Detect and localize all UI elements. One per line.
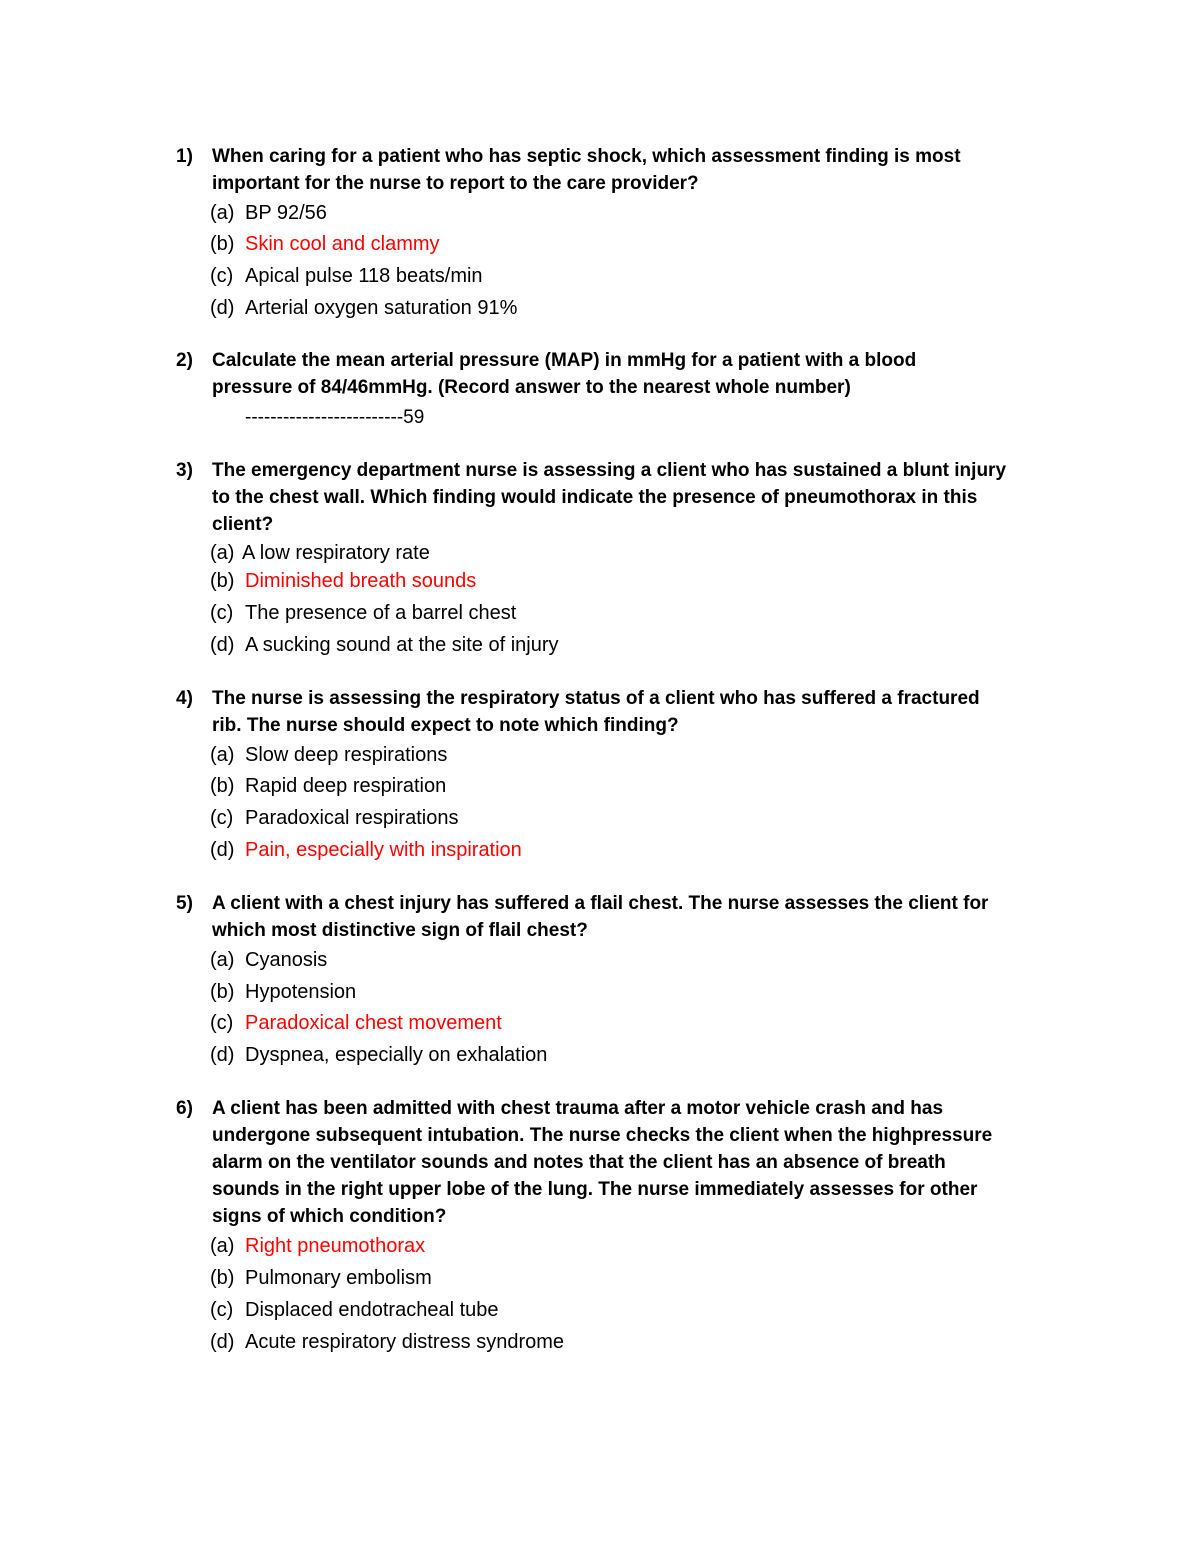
option-label: (b) <box>210 775 235 797</box>
question-text: A client has been admitted with chest trauma after a motor vehicle crash and has <box>212 1098 944 1119</box>
option-label: (b) <box>210 1267 235 1289</box>
question-number: 3) <box>176 460 193 481</box>
option-label: (c) <box>210 807 234 829</box>
option-label: (a) <box>210 1235 235 1257</box>
option-text-correct: Skin cool and clammy <box>245 233 440 255</box>
question-number: 4) <box>176 688 193 709</box>
question-text: which most distinctive sign of flail chest? <box>212 920 588 941</box>
answer-line: -------------------------59 <box>245 407 425 428</box>
question-text: When caring for a patient who has septic shock, which assessment finding is most <box>212 146 961 167</box>
option-label: (b) <box>210 233 235 255</box>
option-label: (a) <box>210 202 235 224</box>
option-text: Acute respiratory distress syndrome <box>245 1331 565 1353</box>
question-text: The emergency department nurse is assessing a client who has sustained a blunt injury <box>212 460 1007 481</box>
option-label: (d) <box>210 634 235 656</box>
option-text: BP 92/56 <box>245 202 327 224</box>
option-text: Hypotension <box>245 981 357 1003</box>
option-text: A sucking sound at the site of injury <box>245 634 559 656</box>
option-label: (c) <box>210 602 234 624</box>
option-label: (d) <box>210 1331 235 1353</box>
question-text: client? <box>212 514 274 535</box>
option-label: (b) <box>210 570 235 592</box>
question-text: undergone subsequent intubation. The nurse checks the client when the highpressure <box>212 1125 993 1146</box>
option-text: The presence of a barrel chest <box>245 602 517 624</box>
option-text: Arterial oxygen saturation 91% <box>245 297 518 319</box>
option-text-correct: Diminished breath sounds <box>245 570 477 592</box>
question-text: pressure of 84/46mmHg. (Record answer to the nearest whole number) <box>212 377 851 398</box>
option-text: Apical pulse 118 beats/min <box>245 265 483 287</box>
option-text-correct: Pain, especially with inspiration <box>245 839 522 861</box>
question-text: signs of which condition? <box>212 1206 447 1227</box>
question-number: 2) <box>176 350 193 371</box>
question-text: to the chest wall. Which finding would indicate the presence of pneumothorax in this <box>212 487 978 508</box>
option-label: (d) <box>210 1044 235 1066</box>
option-label: (a) <box>210 949 235 971</box>
question-number: 6) <box>176 1098 193 1119</box>
question-text: The nurse is assessing the respiratory status of a client who has suffered a fractured <box>212 688 980 709</box>
question-number: 1) <box>176 146 193 167</box>
option-label: (c) <box>210 265 234 287</box>
option-label: (d) <box>210 297 235 319</box>
question-number: 5) <box>176 893 193 914</box>
option-label: (c) <box>210 1299 234 1321</box>
option-text: Pulmonary embolism <box>245 1267 432 1289</box>
option-label: (a) <box>210 744 235 766</box>
question-text: A client with a chest injury has suffered a flail chest. The nurse assesses the client for <box>212 893 989 914</box>
option-label: (b) <box>210 981 235 1003</box>
question-text: rib. The nurse should expect to note which finding? <box>212 715 679 736</box>
option-text: Displaced endotracheal tube <box>245 1299 499 1321</box>
option-text: Rapid deep respiration <box>245 775 447 797</box>
option-text: Cyanosis <box>245 949 328 971</box>
option-label: (c) <box>210 1012 234 1034</box>
question-text: Calculate the mean arterial pressure (MAP) in mmHg for a patient with a blood <box>212 350 917 371</box>
option-text-correct: Paradoxical chest movement <box>245 1012 502 1034</box>
option-text: Paradoxical respirations <box>245 807 459 829</box>
option-text: Dyspnea, especially on exhalation <box>245 1044 548 1066</box>
option-text-correct: Right pneumothorax <box>245 1235 426 1257</box>
question-text: alarm on the ventilator sounds and notes that the client has an absence of breath <box>212 1152 946 1173</box>
question-text: important for the nurse to report to the care provider? <box>212 173 699 194</box>
question-text: sounds in the right upper lobe of the lung. The nurse immediately assesses for other <box>212 1179 978 1200</box>
option-text: Slow deep respirations <box>245 744 448 766</box>
option-text: A low respiratory rate <box>242 542 430 564</box>
option-label: (a) <box>210 542 235 564</box>
option-label: (d) <box>210 839 235 861</box>
